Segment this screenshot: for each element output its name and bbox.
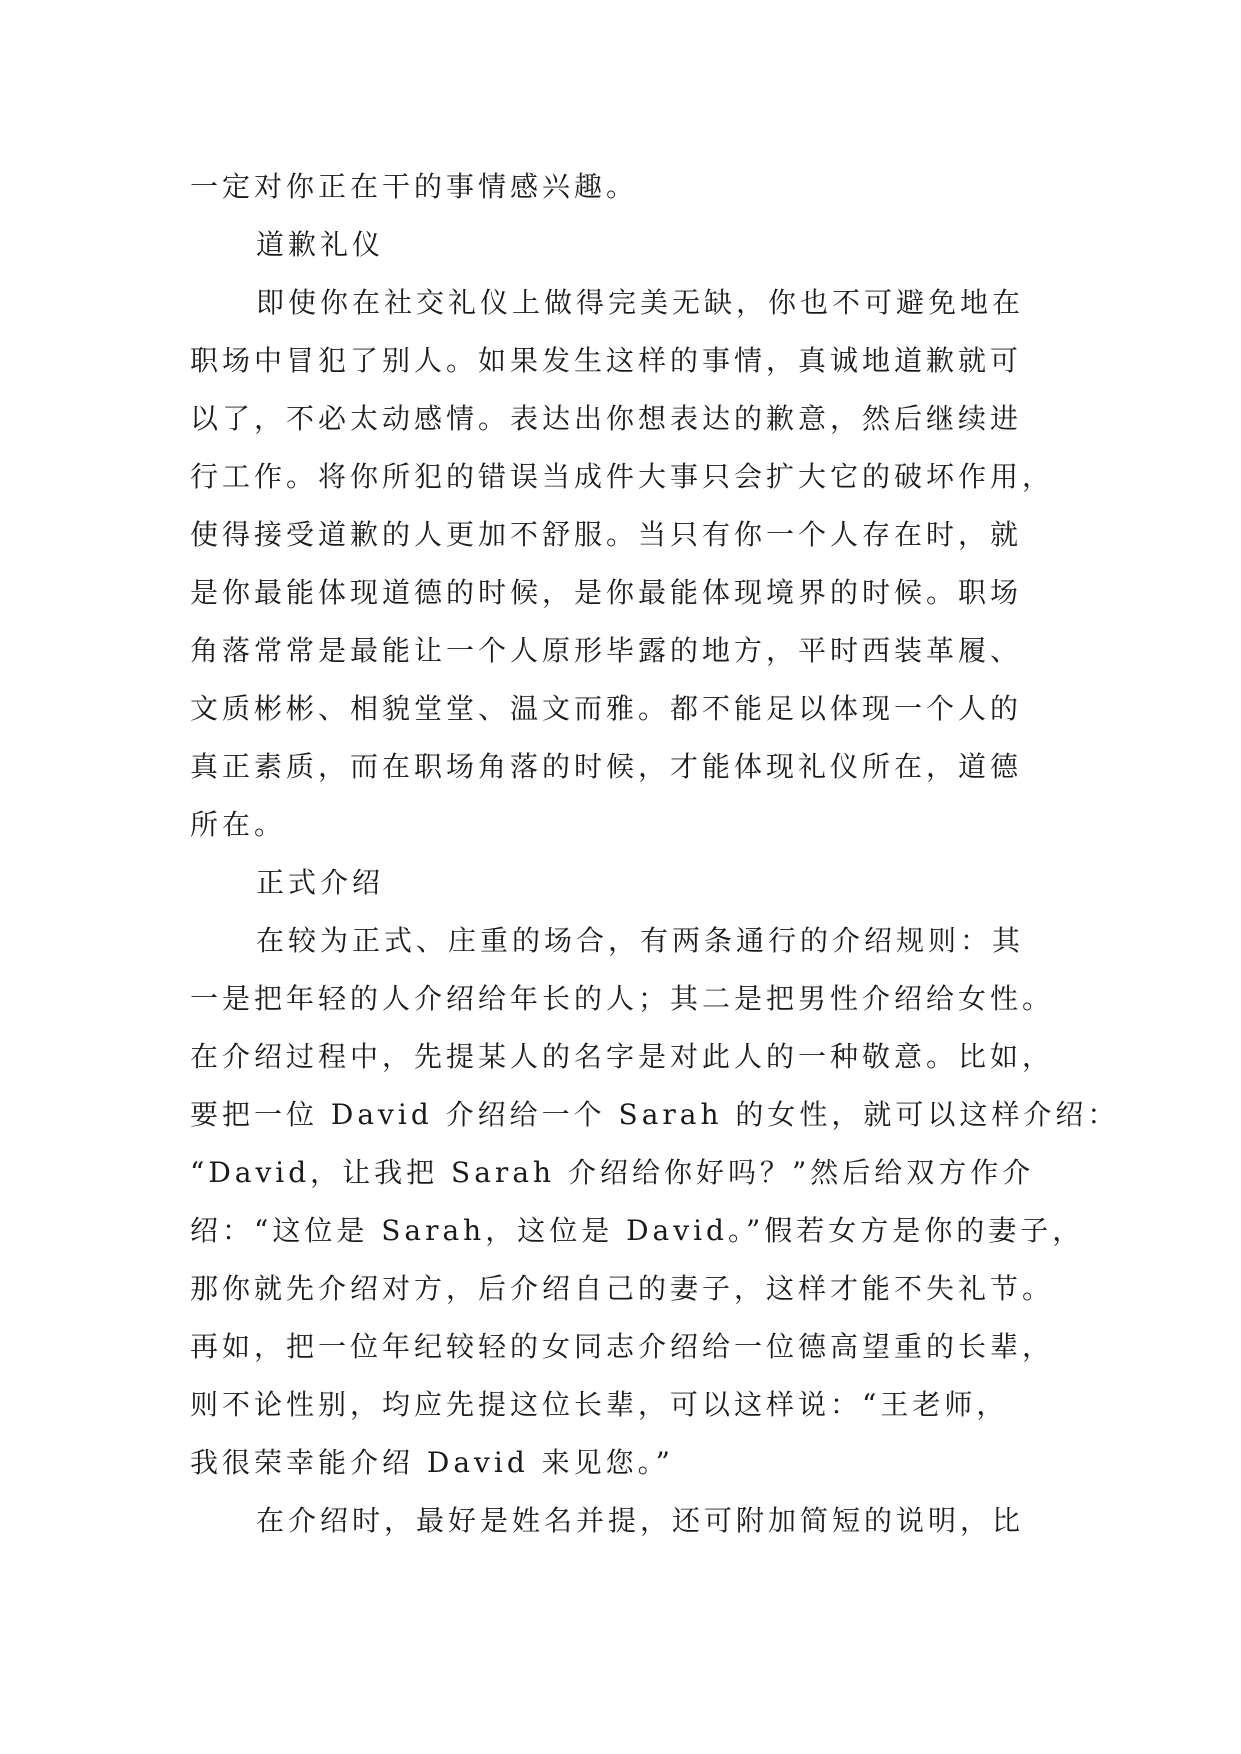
text-line: 正式介绍 <box>256 866 385 899</box>
text-line: 在较为正式、庄重的场合，有两条通行的介绍规则：其 <box>256 924 1025 957</box>
text-line: 再如，把一位年纪较轻的女同志介绍给一位德高望重的长辈， <box>190 1330 1055 1363</box>
text-line: 所在。 <box>190 808 287 841</box>
text-line: 则不论性别，均应先提这位长辈，可以这样说：“王老师， <box>190 1388 1009 1421</box>
text-line: 一是把年轻的人介绍给年长的人；其二是把男性介绍给女性。 <box>190 982 1055 1015</box>
text-line: 职场中冒犯了别人。如果发生这样的事情，真诚地道歉就可 <box>190 344 1023 377</box>
text-line: 在介绍过程中，先提某人的名字是对此人的一种敬意。比如， <box>190 1040 1055 1073</box>
text-line: 以了，不必太动感情。表达出你想表达的歉意，然后继续进 <box>190 402 1023 435</box>
document-body <box>190 158 1120 1550</box>
text-line: 角落常常是最能让一个人原形毕露的地方，平时西装革履、 <box>190 634 1023 667</box>
text-line: 那你就先介绍对方，后介绍自己的妻子，这样才能不失礼节。 <box>190 1272 1055 1305</box>
text-line: 即使你在社交礼仪上做得完美无缺，你也不可避免地在 <box>256 286 1025 319</box>
text-line: 我很荣幸能介绍 David 来见您。” <box>190 1446 674 1479</box>
text-line: 道歉礼仪 <box>256 228 385 261</box>
text-line: 一定对你正在干的事情感兴趣。 <box>190 170 639 203</box>
text-line: 绍：“这位是 Sarah，这位是 David。”假若女方是你的妻子， <box>190 1214 1085 1247</box>
text-line: 使得接受道歉的人更加不舒服。当只有你一个人存在时，就 <box>190 518 1023 551</box>
text-line: 文质彬彬、相貌堂堂、温文而雅。都不能足以体现一个人的 <box>190 692 1023 725</box>
text-line: “David，让我把 Sarah 介绍给你好吗？”然后给双方作介 <box>190 1156 1035 1189</box>
text-line: 要把一位 David 介绍给一个 Sarah 的女性，就可以这样介绍： <box>190 1098 1120 1131</box>
text-line: 行工作。将你所犯的错误当成件大事只会扩大它的破坏作用， <box>190 460 1055 493</box>
text-line: 在介绍时，最好是姓名并提，还可附加简短的说明，比 <box>256 1504 1025 1537</box>
text-line: 是你最能体现道德的时候，是你最能体现境界的时候。职场 <box>190 576 1023 609</box>
text-line: 真正素质，而在职场角落的时候，才能体现礼仪所在，道德 <box>190 750 1023 783</box>
